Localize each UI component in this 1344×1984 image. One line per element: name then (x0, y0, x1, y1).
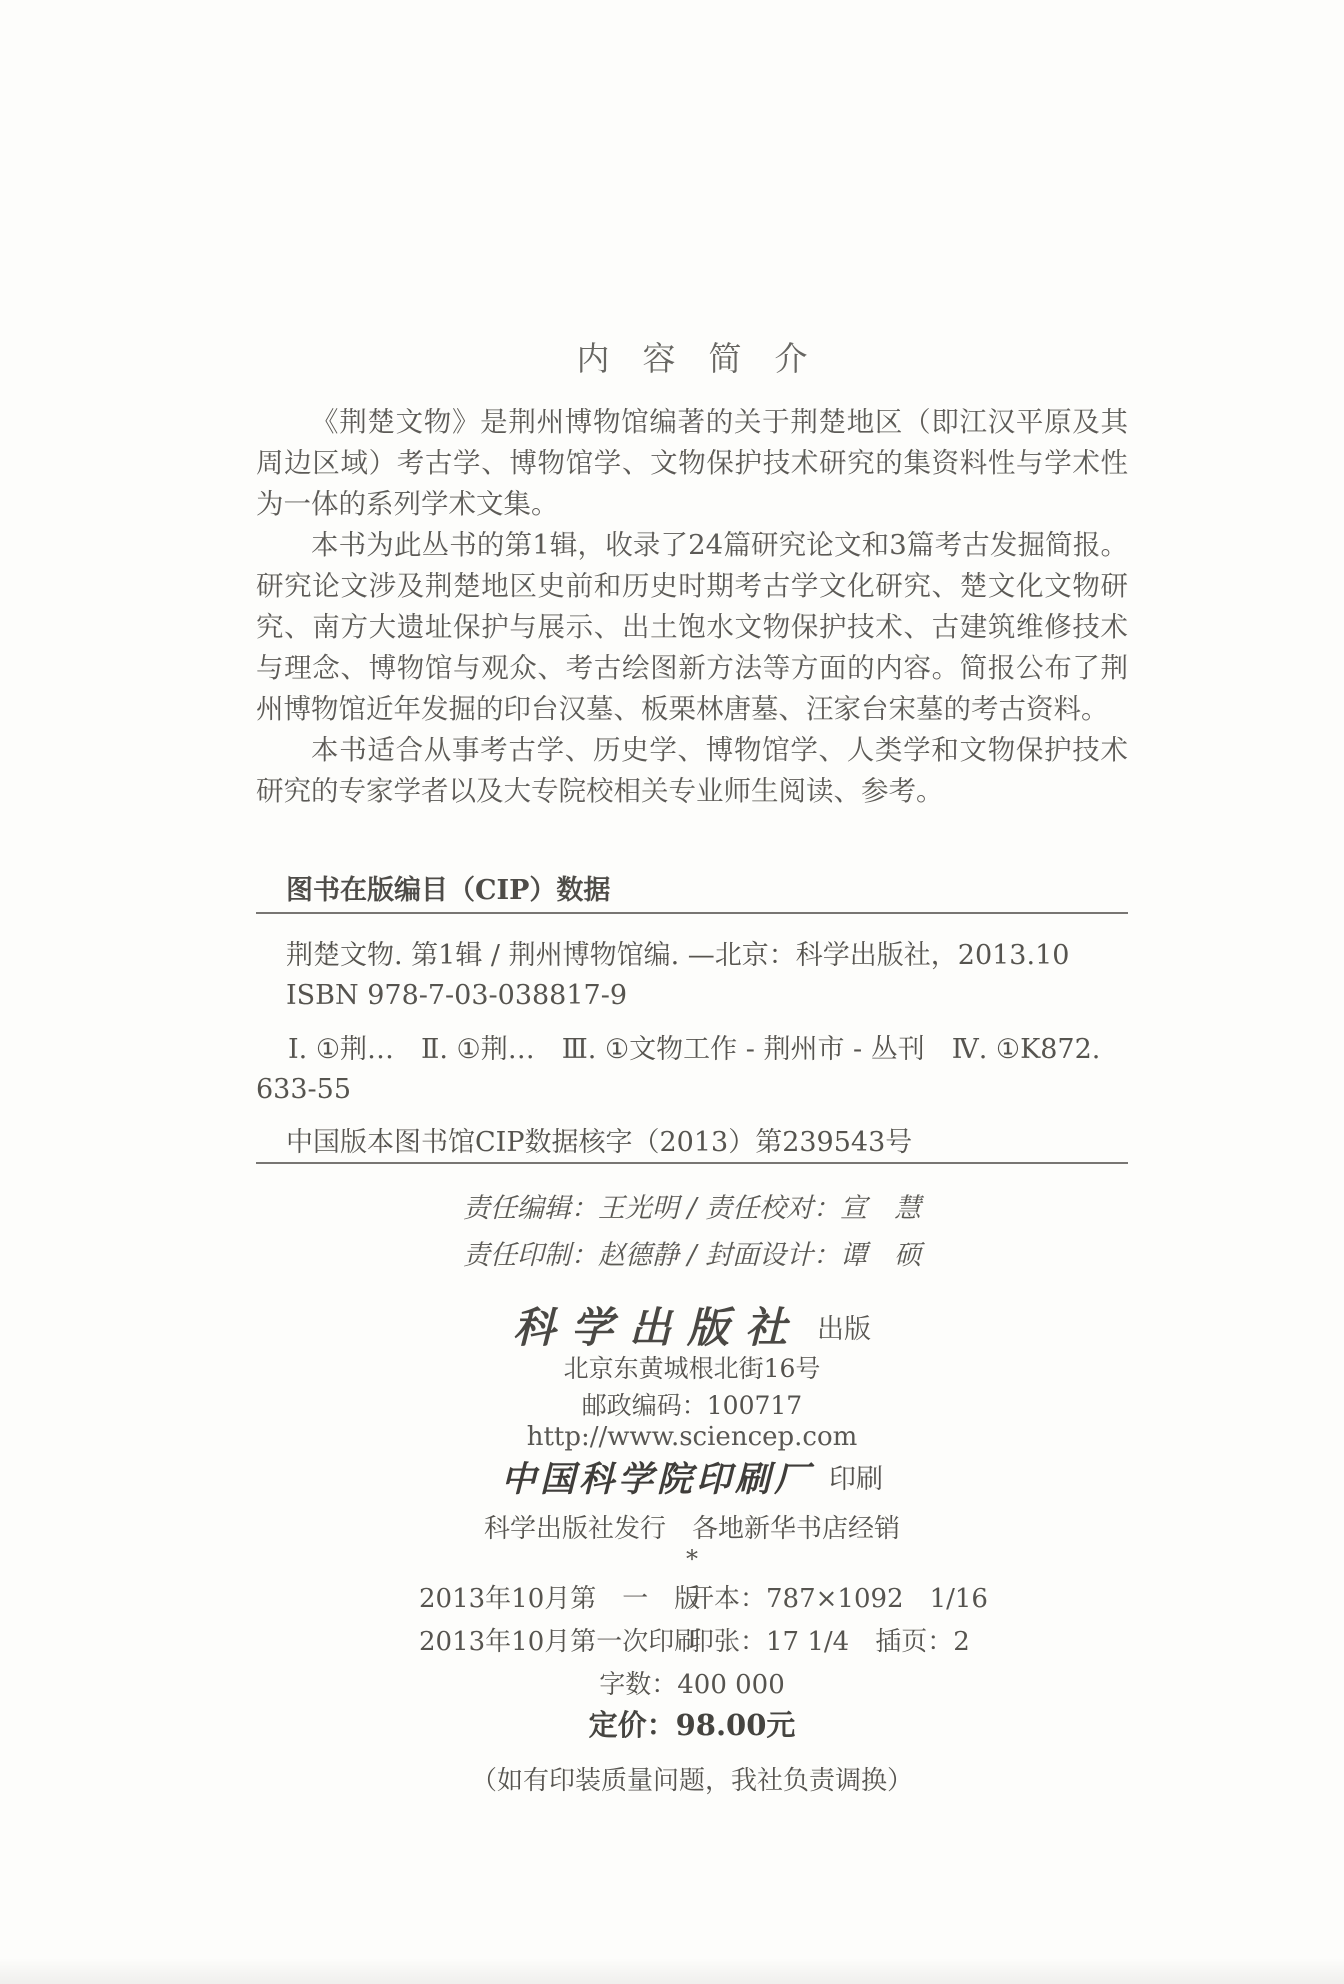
publisher-website: http://www.sciencep.com (526, 1422, 858, 1452)
intro-paragraph-2: 本书为此丛书的第1辑，收录了24篇研究论文和3篇考古发掘简报。研究论文涉及荆楚地区史前和历史时期考古学文化研究、楚文化文物研究、南方大遗址保护与展示、出土饱水文物保护技术、古建筑维修技术与理念、博物馆与观众、考古绘图新方法等方面的内容。简报公布了荆州博物馆近年发掘的印台汉墓、板栗林唐墓、汪家台宋墓的考古资料。 (256, 529, 1128, 725)
page-content (256, 0, 1128, 1984)
printed-sheets: 印张：17 1/4 插页：2 (688, 1627, 970, 1657)
printer-line (256, 1452, 1128, 1502)
publisher-logotype: 科学出版社 (512, 1303, 803, 1352)
separator-asterisk: * (686, 1545, 698, 1573)
cip-classification: Ⅰ. ①荆… Ⅱ. ①荆… Ⅲ. ①文物工作 - 荆州市 - 丛刊 Ⅳ. ①K872. (288, 1034, 1101, 1065)
edition-date: 2013年10月第 一 版 (419, 1584, 701, 1614)
publisher-postcode: 邮政编码：100717 (581, 1391, 803, 1420)
printing-date: 2013年10月第一次印刷 (419, 1627, 701, 1657)
cip-divider-top (256, 912, 1128, 914)
cip-registry-number: 中国版本图书馆CIP数据核字（2013）第239543号 (286, 1127, 913, 1158)
cip-divider-bottom (256, 1162, 1128, 1164)
intro-paragraph-3: 本书适合从事考古学、历史学、博物馆学、人类学和文物保护技术研究的专家学者以及大专院校相关专业师生阅读、参考。 (256, 734, 1128, 807)
publisher-role-label: 出版 (817, 1314, 871, 1345)
book-format: 开本：787×1092 1/16 (688, 1584, 988, 1614)
cip-isbn: ISBN 978-7-03-038817-9 (286, 980, 628, 1011)
staff-printing-line: 责任印制：赵德静 / 封面设计：谭 硕 (462, 1240, 922, 1271)
cip-classification-continued: 633-55 (256, 1074, 352, 1105)
printer-role-label: 印刷 (829, 1464, 883, 1495)
intro-text (256, 402, 1128, 812)
word-count: 字数：400 000 (599, 1670, 785, 1700)
publisher-line (256, 1295, 1128, 1355)
printer-logotype: 中国科学院印刷厂 (500, 1459, 813, 1500)
cip-title-line: 荆楚文物. 第1辑 / 荆州博物馆编. —北京：科学出版社，2013.10 (286, 940, 1070, 971)
intro-title: 内 容 简 介 (576, 339, 808, 378)
intro-paragraph-1: 《荆楚文物》是荆州博物馆编著的关于荆楚地区（即江汉平原及其周边区域）考古学、博物馆学、文物保护技术研究的集资料性与学术性为一体的系列学术文集。 (256, 406, 1128, 520)
distribution-line: 科学出版社发行 各地新华书店经销 (483, 1514, 900, 1544)
staff-credits (256, 1185, 1128, 1279)
publisher-address: 北京东黄城根北街16号 (563, 1354, 821, 1383)
price: 定价：98.00元 (588, 1708, 796, 1742)
cip-header: 图书在版编目（CIP）数据 (286, 875, 611, 906)
staff-editors-line: 责任编辑：王光明 / 责任校对：宣 慧 (462, 1193, 922, 1224)
quality-note: （如有印装质量问题，我社负责调换） (470, 1766, 913, 1796)
